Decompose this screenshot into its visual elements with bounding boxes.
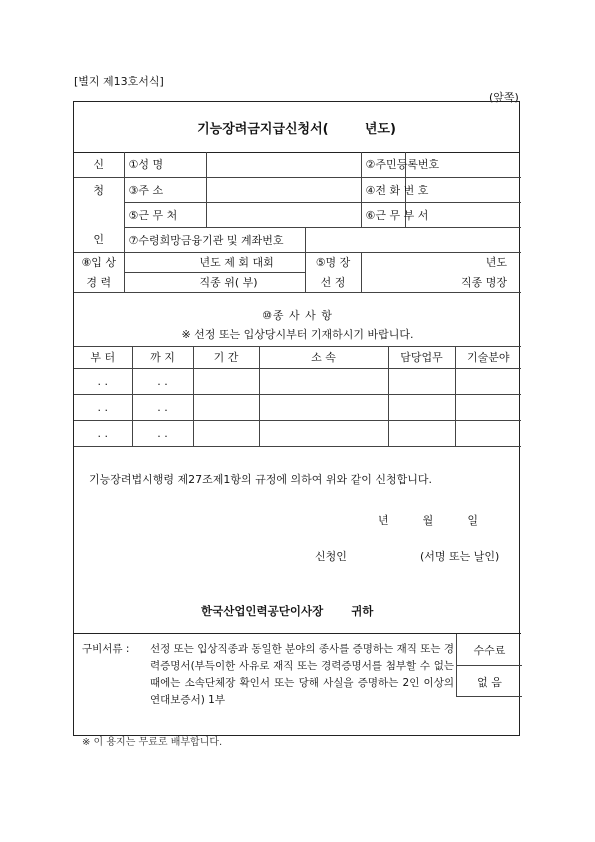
tech-field-cell[interactable] (455, 421, 521, 447)
table-row (74, 395, 521, 421)
column-header: 까 지 (132, 346, 193, 369)
duty-cell[interactable] (388, 369, 455, 395)
to-date-cell[interactable]: . . (132, 421, 193, 447)
date-year-label: 년 (378, 514, 389, 527)
duty-cell[interactable] (388, 421, 455, 447)
fee-value: 없 음 (477, 675, 502, 689)
name-label: ①성 명 (124, 152, 206, 177)
rrn-label: ②주민등록번호 (361, 152, 405, 177)
period-cell[interactable] (193, 421, 259, 447)
award-value-line2[interactable]: 직종 위( 부) (124, 272, 305, 292)
applicant-group-char-1: 신 (74, 152, 124, 177)
tech-field-cell[interactable] (455, 395, 521, 421)
front-side-label: (앞쪽) (489, 91, 519, 104)
duty-cell[interactable] (388, 395, 455, 421)
master-value-line1[interactable]: 년도 (361, 252, 521, 272)
applicant-group-char-2: 청 (74, 177, 124, 202)
affiliation-cell[interactable] (259, 395, 388, 421)
free-distribution-note: ※ 이 용지는 무료로 배부합니다. (82, 737, 223, 748)
address-field[interactable] (206, 177, 361, 202)
date-month-label: 월 (422, 514, 434, 527)
address-label: ③주 소 (124, 177, 206, 202)
name-field[interactable] (206, 152, 361, 177)
column-header: 소 속 (259, 346, 388, 369)
period-cell[interactable] (193, 369, 259, 395)
from-date-cell[interactable]: . . (74, 421, 132, 447)
from-date-cell[interactable]: . . (74, 369, 132, 395)
affiliation-cell[interactable] (259, 421, 388, 447)
signature-note[interactable]: (서명 또는 날인) (420, 550, 500, 563)
applicant-signature-label: 신청인 (315, 550, 347, 563)
master-label-line2: 선 정 (305, 272, 361, 292)
form-title: 기능장려금지급신청서( 년도) (74, 102, 519, 153)
bank-account-field[interactable] (305, 227, 521, 252)
from-date-cell[interactable]: . . (74, 395, 132, 421)
fee-label: 수수료 (457, 634, 522, 666)
fee-box (456, 634, 522, 697)
required-documents-text: 선정 또는 입상직종과 동일한 분야의 종사를 증명하는 재직 또는 경력증명서(부득이한 사유로 재직 또는 경력증명서를 첨부할 수 없는 때에는 소속단체장 확인서 또는 당해 사실을 증명하는 2인 이상의 연대보증서) 1부 (150, 643, 454, 706)
date-day-label: 일 (467, 514, 478, 527)
to-date-cell[interactable]: . . (132, 395, 193, 421)
affiliation-cell[interactable] (259, 369, 388, 395)
applicant-group-char-3: 인 (74, 227, 124, 252)
master-value-line2[interactable]: 직종 명장 (361, 272, 521, 292)
declaration-text: 기능장려법시행령 제27조제1항의 규정에 의하여 위와 같이 신청합니다. (89, 473, 432, 486)
application-form (73, 101, 520, 748)
recipient (201, 603, 373, 619)
workplace-field[interactable] (206, 202, 361, 227)
recipient-name: 한국산업인력공단이사장 (201, 604, 324, 618)
to-date-cell[interactable]: . . (132, 369, 193, 395)
column-header: 기 간 (193, 346, 259, 369)
required-documents-label: 구비서류 : (82, 643, 130, 655)
workplace-label: ⑤근 무 처 (124, 202, 206, 227)
award-label-line1: ⑧입 상 (74, 252, 124, 272)
department-label: ⑥근 무 부 서 (361, 202, 405, 227)
award-label-line2: 경 력 (74, 272, 124, 292)
column-header: 담당업무 (388, 346, 455, 369)
work-history-section (74, 301, 521, 347)
master-label-line1: ⑤명 장 (305, 252, 361, 272)
work-history-heading: ⑩종 사 사 항 (262, 309, 333, 322)
date-line (378, 512, 478, 528)
required-documents (82, 641, 454, 709)
table-row (74, 421, 521, 447)
applicant-table (74, 152, 521, 293)
period-cell[interactable] (193, 395, 259, 421)
tech-field-cell[interactable] (455, 369, 521, 395)
work-history-table (74, 346, 521, 447)
table-row (74, 369, 521, 395)
award-value-line1[interactable]: 년도 제 회 대회 (124, 252, 305, 272)
column-header: 기술분야 (455, 346, 521, 369)
attachments-section (74, 633, 521, 748)
column-header: 부 터 (74, 346, 132, 369)
bank-account-label: ⑦수령희망금융기관 및 계좌번호 (124, 227, 305, 252)
phone-label: ④전 화 번 호 (361, 177, 405, 202)
work-history-note: ※ 선정 또는 입상당시부터 기재하시기 바랍니다. (181, 328, 414, 341)
form-number-label: [별지 제13호서식] (74, 75, 164, 88)
recipient-honorific: 귀하 (351, 604, 374, 618)
